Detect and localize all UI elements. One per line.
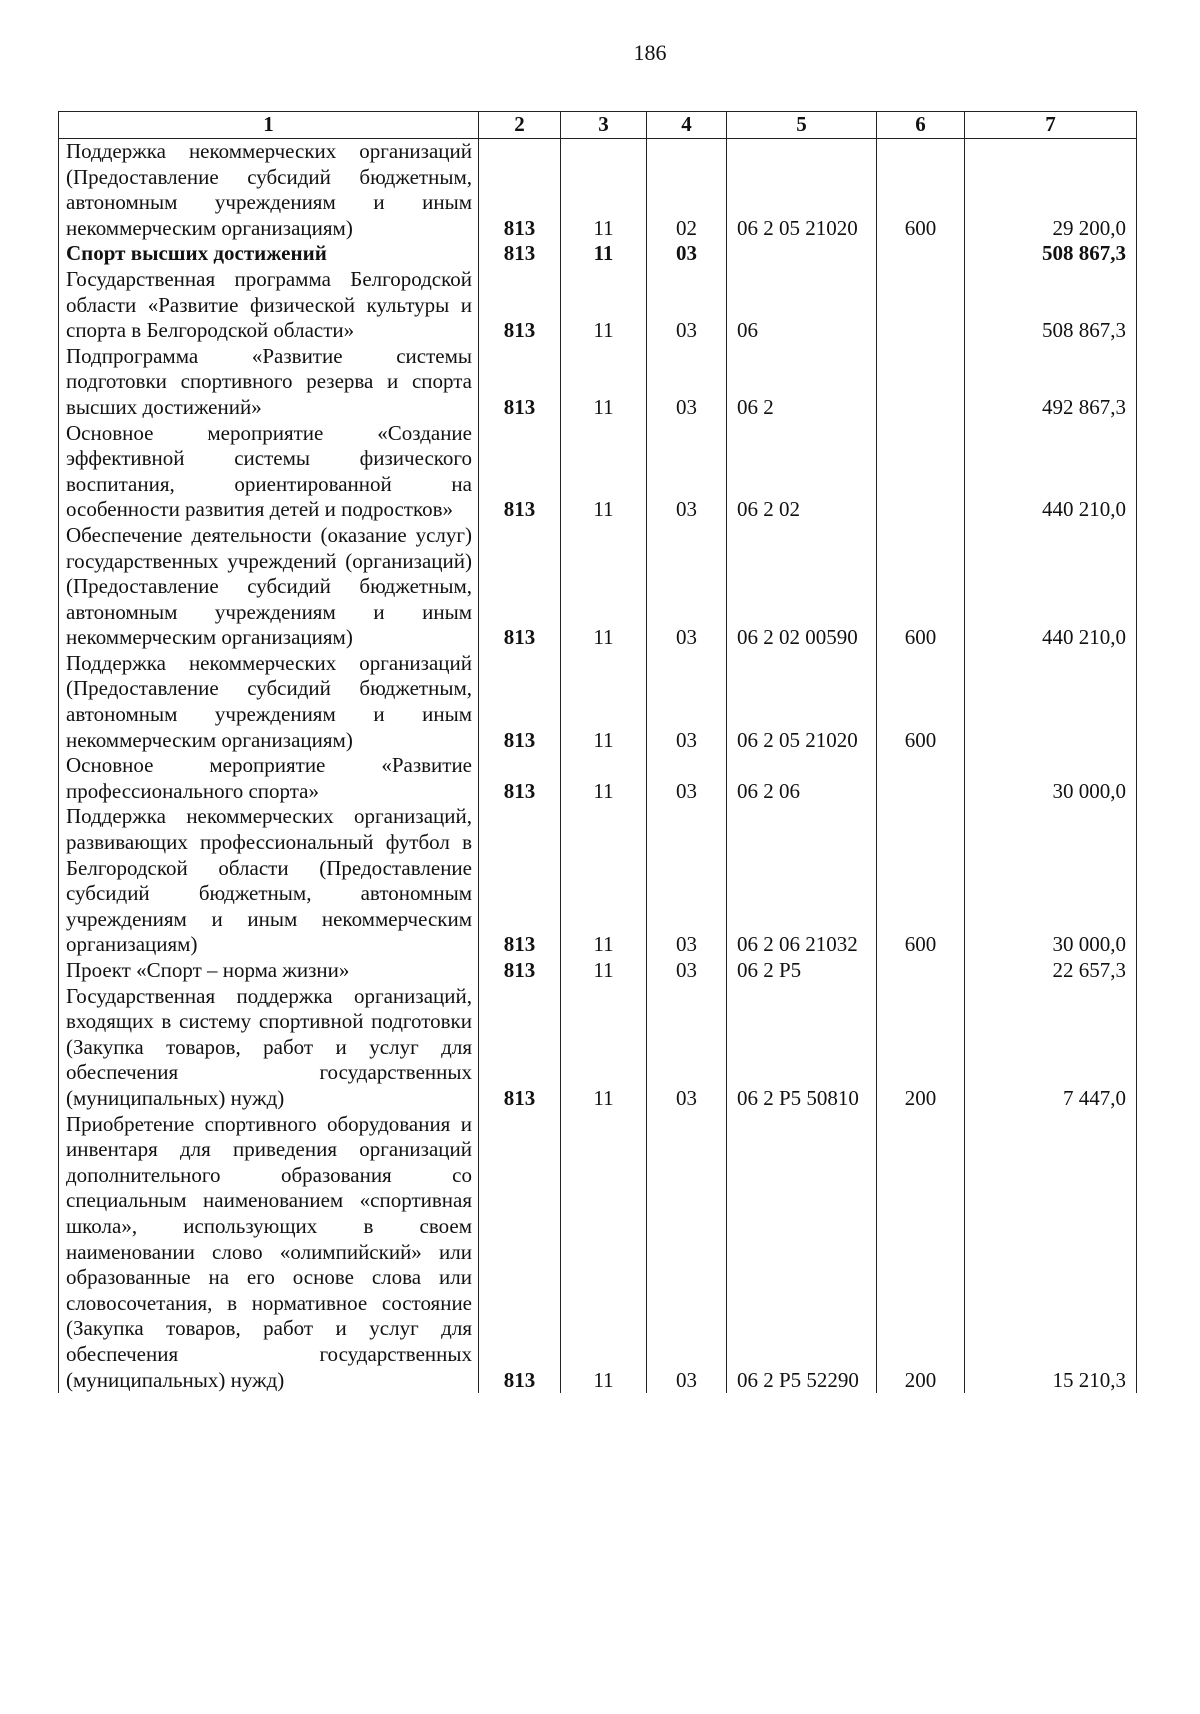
row-sum: 30 000,0: [965, 753, 1137, 804]
row-sum: 440 210,0: [965, 421, 1137, 523]
header-col-5: 5: [727, 112, 877, 139]
table-row: [59, 651, 1137, 753]
row-ved: 813: [479, 1112, 561, 1394]
row-ved: 813: [479, 651, 561, 753]
row-vr: 200: [877, 1112, 965, 1394]
row-name: Спорт высших достижений: [59, 241, 479, 267]
row-ved: 813: [479, 804, 561, 958]
row-csr: 06 2 P5: [727, 958, 877, 984]
row-pr: 03: [647, 958, 727, 984]
row-sum: [965, 651, 1137, 753]
row-csr: 06 2 05 21020: [727, 139, 877, 242]
table-row: [59, 1112, 1137, 1394]
table-row: [59, 984, 1137, 1112]
row-sum: 492 867,3: [965, 344, 1137, 421]
row-pr: 02: [647, 139, 727, 242]
row-ved: 813: [479, 241, 561, 267]
table-row: [59, 523, 1137, 651]
row-sum: 22 657,3: [965, 958, 1137, 984]
table-row: [59, 139, 1137, 242]
row-name: Государственная программа Белгородской области «Развитие физической культуры и спорта в Белгородской области»: [59, 267, 479, 344]
row-name: Основное мероприятие «Развитие профессионального спорта»: [59, 753, 479, 804]
row-csr: 06 2 P5 50810: [727, 984, 877, 1112]
table-row: [59, 267, 1137, 344]
row-pr: 03: [647, 651, 727, 753]
row-vr: [877, 753, 965, 804]
row-name: Подпрограмма «Развитие системы подготовки спортивного резерва и спорта высших достижений»: [59, 344, 479, 421]
row-csr: 06 2 02: [727, 421, 877, 523]
header-col-3: 3: [561, 112, 647, 139]
row-csr: 06 2 02 00590: [727, 523, 877, 651]
row-name: Поддержка некоммерческих организаций (Предоставление субсидий бюджетным, автономным учреждениям и иным некоммерческим организациям): [59, 139, 479, 242]
row-name: Поддержка некоммерческих организаций, развивающих профессиональный футбол в Белгородской области (Предоставление субсидий бюджетным, автономным учреждениям и иным некоммерческим организациям): [59, 804, 479, 958]
row-vr: [877, 958, 965, 984]
table-row: [59, 804, 1137, 958]
row-csr: [727, 241, 877, 267]
header-col-7: 7: [965, 112, 1137, 139]
row-sum: 15 210,3: [965, 1112, 1137, 1394]
row-pr: 03: [647, 804, 727, 958]
page-number: 186: [633, 40, 667, 65]
row-ved: 813: [479, 139, 561, 242]
row-name: Поддержка некоммерческих организаций (Предоставление субсидий бюджетным, автономным учреждениям и иным некоммерческим организациям): [59, 651, 479, 753]
row-csr: 06 2 05 21020: [727, 651, 877, 753]
row-vr: 600: [877, 651, 965, 753]
row-rz: 11: [561, 523, 647, 651]
row-sum: 29 200,0: [965, 139, 1137, 242]
row-rz: 11: [561, 139, 647, 242]
row-csr: 06 2 P5 52290: [727, 1112, 877, 1394]
row-pr: 03: [647, 344, 727, 421]
table-row: [59, 421, 1137, 523]
row-rz: 11: [561, 958, 647, 984]
row-name: Обеспечение деятельности (оказание услуг) государственных учреждений (организаций) (Предоставление субсидий бюджетным, автономным учреждениям и иным некоммерческим организациям): [59, 523, 479, 651]
table-header-row: [59, 112, 1137, 139]
row-vr: [877, 267, 965, 344]
row-ved: 813: [479, 958, 561, 984]
row-rz: 11: [561, 1112, 647, 1394]
header-col-2: 2: [479, 112, 561, 139]
row-csr: 06 2 06: [727, 753, 877, 804]
row-sum: 508 867,3: [965, 267, 1137, 344]
row-ved: 813: [479, 344, 561, 421]
header-col-4: 4: [647, 112, 727, 139]
row-ved: 813: [479, 523, 561, 651]
row-vr: [877, 344, 965, 421]
row-name: Основное мероприятие «Создание эффективной системы физического воспитания, ориентированной на особенности развития детей и подростков»: [59, 421, 479, 523]
row-vr: 600: [877, 804, 965, 958]
row-vr: [877, 241, 965, 267]
row-sum: 440 210,0: [965, 523, 1137, 651]
row-ved: 813: [479, 421, 561, 523]
row-ved: 813: [479, 267, 561, 344]
row-name: Государственная поддержка организаций, входящих в систему спортивной подготовки (Закупка товаров, работ и услуг для обеспечения государственных (муниципальных) нужд): [59, 984, 479, 1112]
row-csr: 06 2: [727, 344, 877, 421]
row-name: Приобретение спортивного оборудования и инвентаря для приведения организаций дополнительного образования со специальным наименованием «спортивная школа», использующих в своем наименовании слово «олимпийский» или образованные на его основе слова или словосочетания, в нормативное состояние (Закупка товаров, работ и услуг для обеспечения государственных (муниципальных) нужд): [59, 1112, 479, 1394]
row-sum: 7 447,0: [965, 984, 1137, 1112]
row-rz: 11: [561, 267, 647, 344]
row-vr: 200: [877, 984, 965, 1112]
row-name: Проект «Спорт – норма жизни»: [59, 958, 479, 984]
table-row: [59, 958, 1137, 984]
row-pr: 03: [647, 421, 727, 523]
row-rz: 11: [561, 344, 647, 421]
header-col-6: 6: [877, 112, 965, 139]
table-row: [59, 344, 1137, 421]
row-sum: 508 867,3: [965, 241, 1137, 267]
row-sum: 30 000,0: [965, 804, 1137, 958]
table-row: [59, 241, 1137, 267]
row-csr: 06: [727, 267, 877, 344]
row-ved: 813: [479, 984, 561, 1112]
row-pr: 03: [647, 753, 727, 804]
row-vr: 600: [877, 523, 965, 651]
row-rz: 11: [561, 753, 647, 804]
row-ved: 813: [479, 753, 561, 804]
row-rz: 11: [561, 241, 647, 267]
row-pr: 03: [647, 984, 727, 1112]
table-row: [59, 753, 1137, 804]
row-rz: 11: [561, 984, 647, 1112]
row-pr: 03: [647, 267, 727, 344]
row-csr: 06 2 06 21032: [727, 804, 877, 958]
row-rz: 11: [561, 804, 647, 958]
row-rz: 11: [561, 651, 647, 753]
header-col-1: 1: [59, 112, 479, 139]
row-vr: [877, 421, 965, 523]
row-pr: 03: [647, 241, 727, 267]
row-rz: 11: [561, 421, 647, 523]
budget-table: [58, 111, 1137, 1393]
row-pr: 03: [647, 523, 727, 651]
row-pr: 03: [647, 1112, 727, 1394]
row-vr: 600: [877, 139, 965, 242]
